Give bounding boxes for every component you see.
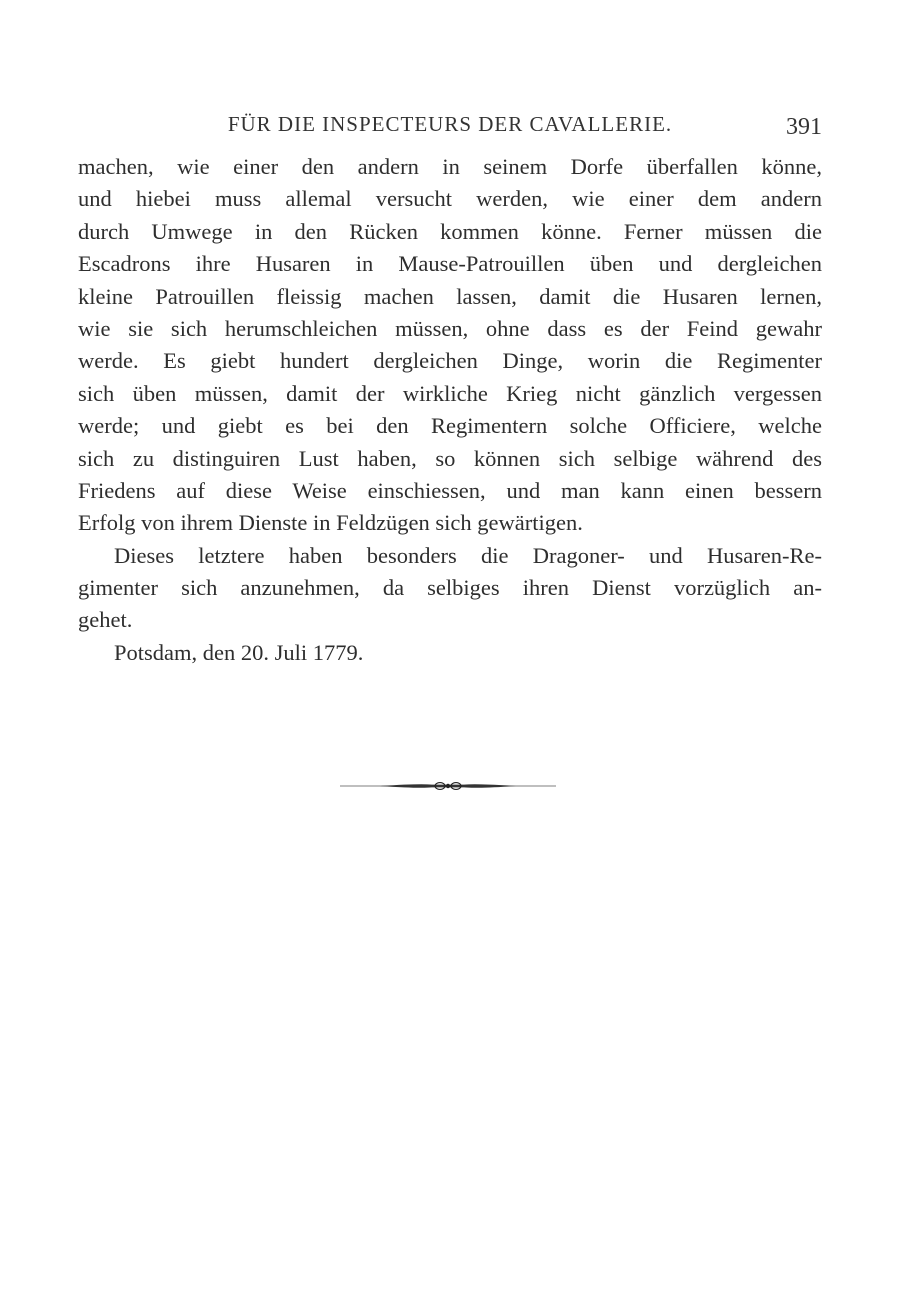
- paragraph-start-line: Dieses letztere haben besonders die Dragoner- und Husaren-Re-: [114, 542, 822, 568]
- text-line: gimenter sich anzunehmen, da selbiges ihren Dienst vorzüglich an-: [78, 575, 822, 601]
- text-line: Escadrons ihre Husaren in Mause-Patrouillen üben und dergleichen: [78, 251, 822, 277]
- running-head-title: FÜR DIE INSPECTEURS DER CAVALLERIE.: [227, 112, 673, 136]
- text-line: wie sie sich herumschleichen müssen, ohne dass es der Feind gewahr: [78, 315, 822, 341]
- text-line: Erfolg von ihrem Dienste in Feldzügen sich gewärtigen.: [78, 510, 583, 536]
- running-head: [78, 112, 822, 142]
- text-line: werde. Es giebt hundert dergleichen Dinge, worin die Regimenter: [78, 348, 822, 374]
- text-line: durch Umwege in den Rücken kommen könne. Ferner müssen die: [78, 218, 822, 244]
- text-line: und hiebei muss allemal versucht werden, wie einer dem andern: [78, 186, 822, 212]
- dateline: Potsdam, den 20. Juli 1779.: [114, 639, 364, 665]
- text-line: gehet.: [78, 607, 133, 633]
- text-line: sich zu distinguiren Lust haben, so können sich selbige während des: [78, 445, 822, 471]
- text-line: kleine Patrouillen fleissig machen lassen, damit die Husaren lernen,: [78, 283, 822, 309]
- text-line: Friedens auf diese Weise einschiessen, und man kann einen bessern: [78, 477, 822, 503]
- ornamental-rule-icon: [340, 779, 556, 793]
- page-number: 391: [786, 114, 822, 140]
- text-line: machen, wie einer den andern in seinem Dorfe überfallen könne,: [78, 154, 822, 179]
- body-text: [78, 151, 822, 669]
- text-line: werde; und giebt es bei den Regimentern solche Officiere, welche: [78, 413, 822, 439]
- text-line: sich üben müssen, damit der wirkliche Krieg nicht gänzlich vergessen: [78, 380, 822, 406]
